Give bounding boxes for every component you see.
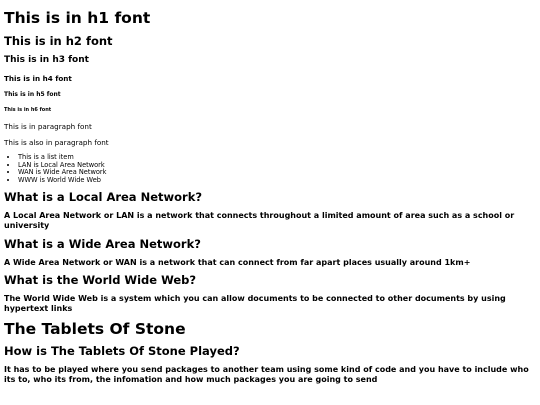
- heading-h6: This is in h6 font: [4, 107, 52, 113]
- section-text-wan: A Wide Area Network or WAN is a network that can connect from far apart places usually around 1km+: [4, 257, 471, 267]
- heading-h4: This is in h4 font: [4, 74, 72, 83]
- section-heading-www: What is the World Wide Web?: [4, 273, 197, 288]
- bullet-list: [4, 154, 536, 184]
- section-text-lan: A Local Area Network or LAN is a network that connects throughout a limited amount of area such as a school or university: [4, 211, 515, 230]
- heading-h1: This is in h1 font: [4, 9, 151, 27]
- list-item: • This is a list item: [18, 154, 536, 162]
- heading-h5: This is in h5 font: [4, 91, 61, 98]
- list-item: • WAN is Wide Area Network: [18, 169, 536, 177]
- section-heading-lan: What is a Local Area Network?: [4, 190, 203, 205]
- document-page: [0, 9, 540, 405]
- list-item: • WWW is World Wide Web: [18, 177, 536, 185]
- tablets-title: The Tablets Of Stone: [4, 320, 186, 339]
- heading-h2: This is in h2 font: [4, 34, 113, 48]
- paragraph-2: This is also in paragraph font: [4, 138, 109, 147]
- section-text-www: The World Wide Web is a system which you can allow documents to be connected to other documents by using hypertext links: [4, 294, 506, 313]
- heading-h3: This is in h3 font: [4, 55, 89, 65]
- paragraph-1: This is in paragraph font: [4, 122, 92, 131]
- section-heading-wan: What is a Wide Area Network?: [4, 236, 201, 251]
- tablets-subheading: How is The Tablets Of Stone Played?: [4, 344, 240, 359]
- list-item: • LAN is Local Area Network: [18, 162, 536, 170]
- tablets-text: It has to be played where you send packages to another team using some kind of code and you have to include who its to, who its from, the infomation and how much packages you are going to send: [4, 365, 529, 384]
